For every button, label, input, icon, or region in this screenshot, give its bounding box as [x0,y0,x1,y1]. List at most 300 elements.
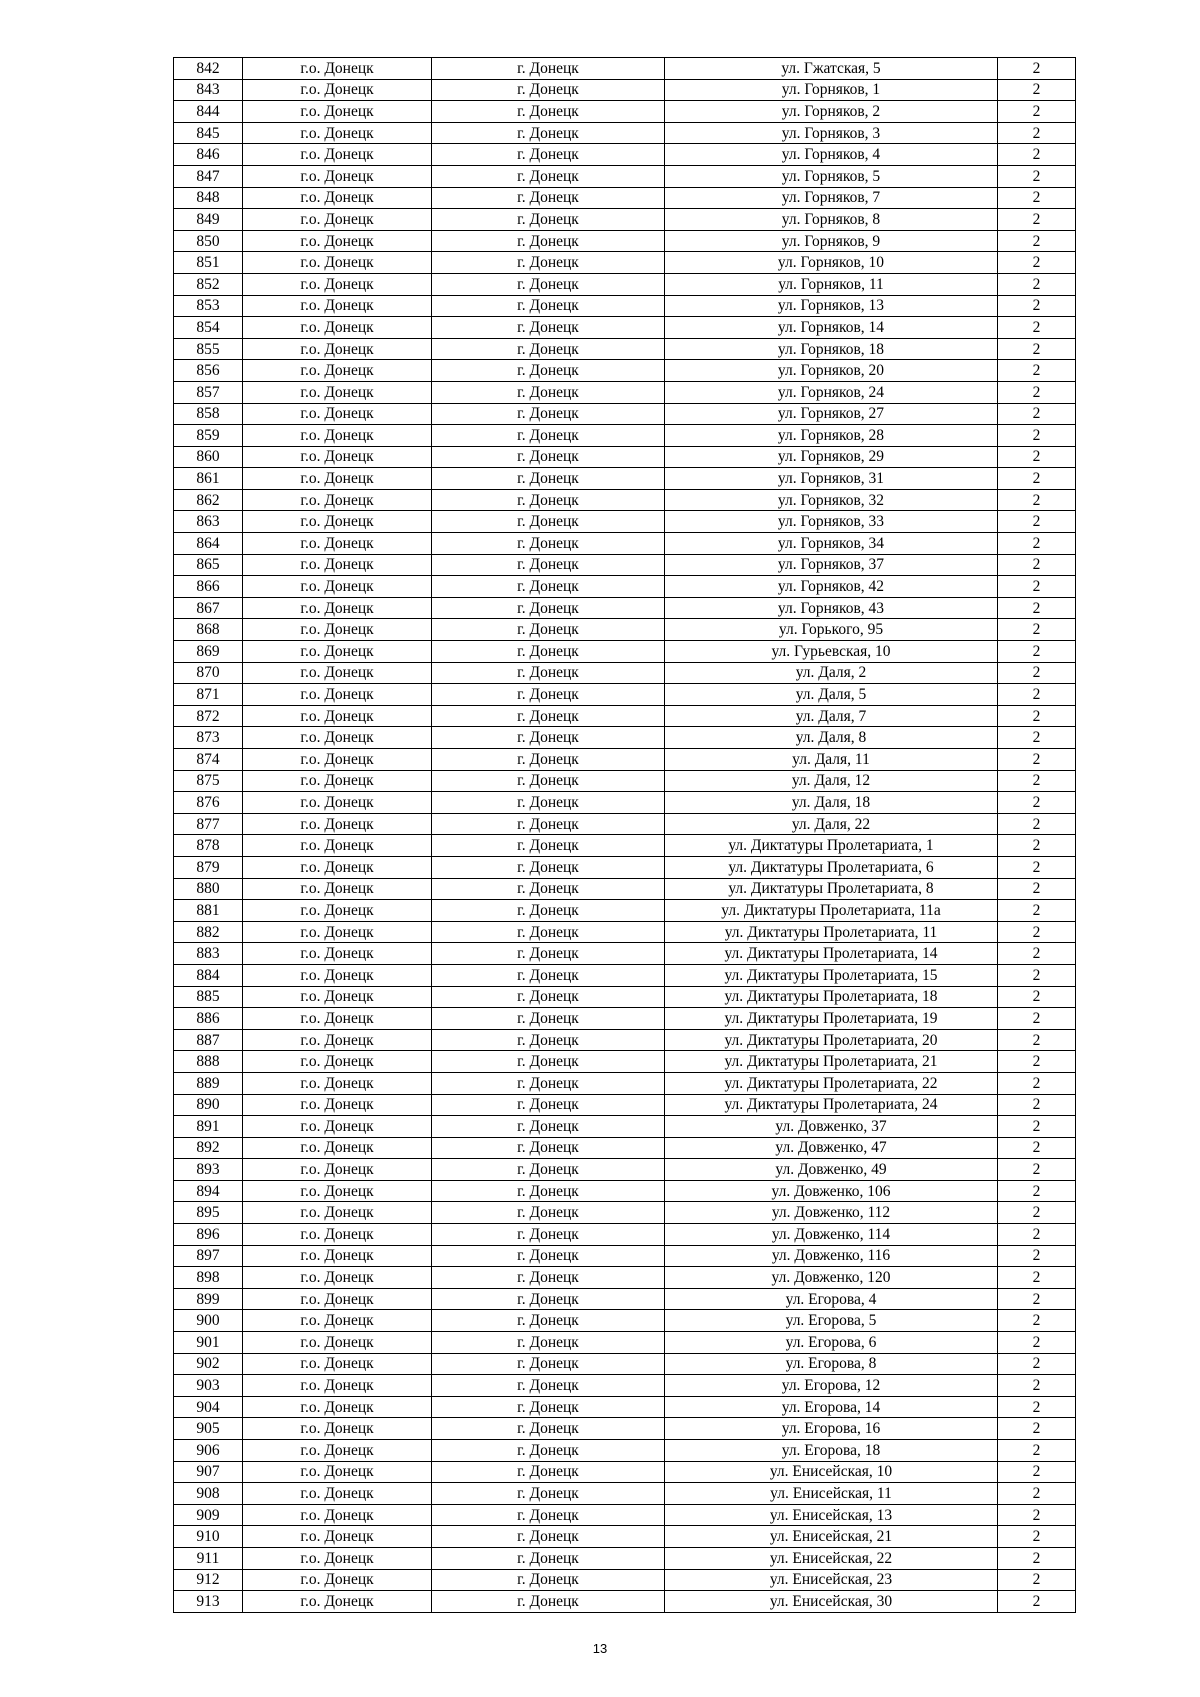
district-cell: г.о. Донецк [243,554,432,576]
table-row [174,641,1076,663]
city-cell: г. Донецк [432,576,665,598]
address-cell: ул. Довженко, 37 [665,1116,998,1138]
count-cell: 2 [998,360,1076,382]
table-row [174,1483,1076,1505]
district-cell: г.о. Донецк [243,1526,432,1548]
table-row [174,597,1076,619]
count-cell: 2 [998,878,1076,900]
address-cell: ул. Егорова, 5 [665,1310,998,1332]
address-cell: ул. Горняков, 34 [665,533,998,555]
table-row [174,1224,1076,1246]
address-cell: ул. Довженко, 116 [665,1245,998,1267]
district-cell: г.о. Донецк [243,1008,432,1030]
count-cell: 2 [998,1353,1076,1375]
address-cell: ул. Горняков, 7 [665,187,998,209]
table-row [174,58,1076,80]
address-cell: ул. Егорова, 14 [665,1396,998,1418]
district-cell: г.о. Донецк [243,813,432,835]
district-cell: г.о. Донецк [243,1418,432,1440]
city-cell: г. Донецк [432,662,665,684]
count-cell: 2 [998,1332,1076,1354]
address-cell: ул. Горняков, 37 [665,554,998,576]
city-cell: г. Донецк [432,230,665,252]
row-number-cell: 851 [174,252,243,274]
row-number-cell: 879 [174,856,243,878]
district-cell: г.о. Донецк [243,338,432,360]
count-cell: 2 [998,856,1076,878]
address-cell: ул. Горняков, 8 [665,209,998,231]
city-cell: г. Донецк [432,58,665,80]
district-cell: г.о. Донецк [243,295,432,317]
count-cell: 2 [998,1224,1076,1246]
row-number-cell: 911 [174,1547,243,1569]
district-cell: г.о. Донецк [243,1504,432,1526]
district-cell: г.о. Донецк [243,58,432,80]
city-cell: г. Донецк [432,792,665,814]
district-cell: г.о. Донецк [243,511,432,533]
city-cell: г. Донецк [432,900,665,922]
address-cell: ул. Даля, 18 [665,792,998,814]
district-cell: г.о. Донецк [243,165,432,187]
table-row [174,230,1076,252]
table-row [174,1288,1076,1310]
row-number-cell: 880 [174,878,243,900]
table-row [174,1051,1076,1073]
city-cell: г. Донецк [432,943,665,965]
count-cell: 2 [998,1440,1076,1462]
address-cell: ул. Горького, 95 [665,619,998,641]
count-cell: 2 [998,1137,1076,1159]
address-cell: ул. Енисейская, 22 [665,1547,998,1569]
city-cell: г. Донецк [432,1072,665,1094]
district-cell: г.о. Донецк [243,144,432,166]
count-cell: 2 [998,1526,1076,1548]
row-number-cell: 904 [174,1396,243,1418]
count-cell: 2 [998,1008,1076,1030]
table-row [174,1375,1076,1397]
district-cell: г.о. Донецк [243,1051,432,1073]
count-cell: 2 [998,1202,1076,1224]
district-cell: г.о. Донецк [243,641,432,663]
count-cell: 2 [998,727,1076,749]
row-number-cell: 893 [174,1159,243,1181]
row-number-cell: 842 [174,58,243,80]
city-cell: г. Донецк [432,533,665,555]
table-row [174,856,1076,878]
city-cell: г. Донецк [432,1137,665,1159]
row-number-cell: 844 [174,101,243,123]
count-cell: 2 [998,749,1076,771]
district-cell: г.о. Донецк [243,317,432,339]
address-cell: ул. Енисейская, 10 [665,1461,998,1483]
row-number-cell: 905 [174,1418,243,1440]
count-cell: 2 [998,619,1076,641]
district-cell: г.о. Донецк [243,727,432,749]
district-cell: г.о. Донецк [243,1332,432,1354]
table-row [174,1396,1076,1418]
city-cell: г. Донецк [432,597,665,619]
table-row [174,425,1076,447]
address-cell: ул. Енисейская, 11 [665,1483,998,1505]
city-cell: г. Донецк [432,317,665,339]
table-row [174,79,1076,101]
table-row [174,619,1076,641]
table-row [174,1310,1076,1332]
district-cell: г.о. Донецк [243,1375,432,1397]
table-row [174,489,1076,511]
table-row [174,684,1076,706]
table-row [174,468,1076,490]
district-cell: г.о. Донецк [243,597,432,619]
table-row [174,792,1076,814]
row-number-cell: 865 [174,554,243,576]
address-cell: ул. Диктатуры Пролетариата, 24 [665,1094,998,1116]
address-cell: ул. Горняков, 43 [665,597,998,619]
city-cell: г. Донецк [432,554,665,576]
city-cell: г. Донецк [432,770,665,792]
district-cell: г.о. Донецк [243,273,432,295]
district-cell: г.о. Донецк [243,878,432,900]
address-cell: ул. Даля, 12 [665,770,998,792]
count-cell: 2 [998,58,1076,80]
count-cell: 2 [998,165,1076,187]
count-cell: 2 [998,338,1076,360]
district-cell: г.о. Донецк [243,1029,432,1051]
row-number-cell: 845 [174,122,243,144]
count-cell: 2 [998,921,1076,943]
row-number-cell: 883 [174,943,243,965]
row-number-cell: 868 [174,619,243,641]
district-cell: г.о. Донецк [243,1288,432,1310]
address-table [173,57,1076,1613]
city-cell: г. Донецк [432,446,665,468]
city-cell: г. Донецк [432,1547,665,1569]
row-number-cell: 882 [174,921,243,943]
count-cell: 2 [998,813,1076,835]
city-cell: г. Донецк [432,101,665,123]
count-cell: 2 [998,381,1076,403]
count-cell: 2 [998,1094,1076,1116]
city-cell: г. Донецк [432,360,665,382]
city-cell: г. Донецк [432,684,665,706]
address-cell: ул. Диктатуры Пролетариата, 8 [665,878,998,900]
count-cell: 2 [998,770,1076,792]
district-cell: г.о. Донецк [243,921,432,943]
district-cell: г.о. Донецк [243,1569,432,1591]
district-cell: г.о. Донецк [243,533,432,555]
row-number-cell: 890 [174,1094,243,1116]
district-cell: г.о. Донецк [243,1396,432,1418]
table-row [174,1008,1076,1030]
row-number-cell: 856 [174,360,243,382]
district-cell: г.о. Донецк [243,770,432,792]
table-row [174,1029,1076,1051]
city-cell: г. Донецк [432,964,665,986]
row-number-cell: 872 [174,705,243,727]
district-cell: г.о. Донецк [243,576,432,598]
row-number-cell: 866 [174,576,243,598]
address-cell: ул. Гжатская, 5 [665,58,998,80]
district-cell: г.о. Донецк [243,489,432,511]
table-row [174,1137,1076,1159]
district-cell: г.о. Донецк [243,856,432,878]
row-number-cell: 908 [174,1483,243,1505]
address-table-body [174,58,1076,1613]
count-cell: 2 [998,252,1076,274]
address-cell: ул. Даля, 22 [665,813,998,835]
address-cell: ул. Горняков, 24 [665,381,998,403]
table-row [174,770,1076,792]
count-cell: 2 [998,1072,1076,1094]
address-cell: ул. Горняков, 5 [665,165,998,187]
table-row [174,533,1076,555]
district-cell: г.о. Донецк [243,662,432,684]
address-cell: ул. Горняков, 27 [665,403,998,425]
address-cell: ул. Горняков, 42 [665,576,998,598]
row-number-cell: 895 [174,1202,243,1224]
city-cell: г. Донецк [432,1245,665,1267]
row-number-cell: 849 [174,209,243,231]
table-row [174,101,1076,123]
city-cell: г. Донецк [432,641,665,663]
district-cell: г.о. Донецк [243,1137,432,1159]
row-number-cell: 875 [174,770,243,792]
city-cell: г. Донецк [432,511,665,533]
district-cell: г.о. Донецк [243,425,432,447]
count-cell: 2 [998,576,1076,598]
address-cell: ул. Диктатуры Пролетариата, 22 [665,1072,998,1094]
count-cell: 2 [998,943,1076,965]
count-cell: 2 [998,1310,1076,1332]
district-cell: г.о. Донецк [243,1245,432,1267]
address-cell: ул. Диктатуры Пролетариата, 19 [665,1008,998,1030]
row-number-cell: 909 [174,1504,243,1526]
district-cell: г.о. Донецк [243,252,432,274]
district-cell: г.о. Донецк [243,835,432,857]
address-cell: ул. Горняков, 13 [665,295,998,317]
row-number-cell: 894 [174,1180,243,1202]
table-row [174,295,1076,317]
count-cell: 2 [998,101,1076,123]
district-cell: г.о. Донецк [243,468,432,490]
row-number-cell: 869 [174,641,243,663]
district-cell: г.о. Донецк [243,619,432,641]
count-cell: 2 [998,1591,1076,1613]
address-cell: ул. Диктатуры Пролетариата, 11 [665,921,998,943]
city-cell: г. Донецк [432,1202,665,1224]
district-cell: г.о. Донецк [243,1461,432,1483]
city-cell: г. Донецк [432,1029,665,1051]
district-cell: г.о. Донецк [243,749,432,771]
row-number-cell: 891 [174,1116,243,1138]
row-number-cell: 848 [174,187,243,209]
address-cell: ул. Горняков, 4 [665,144,998,166]
city-cell: г. Донецк [432,1180,665,1202]
table-row [174,511,1076,533]
district-cell: г.о. Донецк [243,1591,432,1613]
city-cell: г. Донецк [432,1591,665,1613]
row-number-cell: 858 [174,403,243,425]
count-cell: 2 [998,273,1076,295]
district-cell: г.о. Донецк [243,792,432,814]
address-cell: ул. Довженко, 47 [665,1137,998,1159]
address-cell: ул. Егорова, 12 [665,1375,998,1397]
table-row [174,964,1076,986]
count-cell: 2 [998,1180,1076,1202]
address-cell: ул. Горняков, 11 [665,273,998,295]
table-row [174,1094,1076,1116]
table-row [174,381,1076,403]
address-cell: ул. Горняков, 2 [665,101,998,123]
city-cell: г. Донецк [432,338,665,360]
address-cell: ул. Довженко, 114 [665,1224,998,1246]
district-cell: г.о. Донецк [243,381,432,403]
address-cell: ул. Диктатуры Пролетариата, 20 [665,1029,998,1051]
table-row [174,1202,1076,1224]
city-cell: г. Донецк [432,1353,665,1375]
table-row [174,813,1076,835]
district-cell: г.о. Донецк [243,1353,432,1375]
row-number-cell: 862 [174,489,243,511]
city-cell: г. Донецк [432,122,665,144]
row-number-cell: 863 [174,511,243,533]
table-row [174,1591,1076,1613]
city-cell: г. Донецк [432,1375,665,1397]
district-cell: г.о. Донецк [243,403,432,425]
row-number-cell: 896 [174,1224,243,1246]
city-cell: г. Донецк [432,252,665,274]
district-cell: г.о. Донецк [243,1483,432,1505]
district-cell: г.о. Донецк [243,964,432,986]
district-cell: г.о. Донецк [243,360,432,382]
table-row [174,1072,1076,1094]
address-cell: ул. Егорова, 18 [665,1440,998,1462]
city-cell: г. Донецк [432,381,665,403]
table-row [174,662,1076,684]
table-row [174,749,1076,771]
row-number-cell: 867 [174,597,243,619]
district-cell: г.о. Донецк [243,101,432,123]
table-row [174,943,1076,965]
address-cell: ул. Даля, 8 [665,727,998,749]
count-cell: 2 [998,1569,1076,1591]
count-cell: 2 [998,489,1076,511]
city-cell: г. Донецк [432,1396,665,1418]
table-row [174,1418,1076,1440]
city-cell: г. Донецк [432,295,665,317]
count-cell: 2 [998,1547,1076,1569]
address-cell: ул. Диктатуры Пролетариата, 15 [665,964,998,986]
row-number-cell: 892 [174,1137,243,1159]
city-cell: г. Донецк [432,727,665,749]
table-row [174,317,1076,339]
table-row [174,878,1076,900]
address-cell: ул. Горняков, 28 [665,425,998,447]
city-cell: г. Донецк [432,1461,665,1483]
table-row [174,554,1076,576]
city-cell: г. Донецк [432,1332,665,1354]
address-cell: ул. Даля, 2 [665,662,998,684]
row-number-cell: 846 [174,144,243,166]
count-cell: 2 [998,684,1076,706]
address-cell: ул. Горняков, 10 [665,252,998,274]
address-cell: ул. Горняков, 18 [665,338,998,360]
city-cell: г. Донецк [432,403,665,425]
district-cell: г.о. Донецк [243,79,432,101]
table-row [174,165,1076,187]
city-cell: г. Донецк [432,468,665,490]
district-cell: г.о. Донецк [243,1547,432,1569]
row-number-cell: 852 [174,273,243,295]
district-cell: г.о. Донецк [243,1116,432,1138]
city-cell: г. Донецк [432,1159,665,1181]
address-cell: ул. Довженко, 120 [665,1267,998,1289]
count-cell: 2 [998,1418,1076,1440]
table-row [174,705,1076,727]
city-cell: г. Донецк [432,856,665,878]
count-cell: 2 [998,792,1076,814]
city-cell: г. Донецк [432,835,665,857]
address-cell: ул. Горняков, 3 [665,122,998,144]
city-cell: г. Донецк [432,144,665,166]
address-cell: ул. Даля, 7 [665,705,998,727]
address-cell: ул. Даля, 5 [665,684,998,706]
row-number-cell: 861 [174,468,243,490]
count-cell: 2 [998,295,1076,317]
district-cell: г.о. Донецк [243,230,432,252]
count-cell: 2 [998,900,1076,922]
table-row [174,122,1076,144]
count-cell: 2 [998,122,1076,144]
city-cell: г. Донецк [432,1267,665,1289]
count-cell: 2 [998,230,1076,252]
address-cell: ул. Горняков, 9 [665,230,998,252]
count-cell: 2 [998,1029,1076,1051]
city-cell: г. Донецк [432,165,665,187]
row-number-cell: 876 [174,792,243,814]
count-cell: 2 [998,1116,1076,1138]
address-cell: ул. Диктатуры Пролетариата, 18 [665,986,998,1008]
district-cell: г.о. Донецк [243,1072,432,1094]
address-cell: ул. Горняков, 31 [665,468,998,490]
row-number-cell: 871 [174,684,243,706]
district-cell: г.о. Донецк [243,187,432,209]
count-cell: 2 [998,835,1076,857]
row-number-cell: 898 [174,1267,243,1289]
city-cell: г. Донецк [432,209,665,231]
city-cell: г. Донецк [432,1418,665,1440]
table-row [174,1526,1076,1548]
address-cell: ул. Горняков, 32 [665,489,998,511]
address-cell: ул. Горняков, 1 [665,79,998,101]
district-cell: г.о. Донецк [243,1440,432,1462]
count-cell: 2 [998,187,1076,209]
address-cell: ул. Диктатуры Пролетариата, 21 [665,1051,998,1073]
table-row [174,1159,1076,1181]
row-number-cell: 870 [174,662,243,684]
district-cell: г.о. Донецк [243,943,432,965]
city-cell: г. Донецк [432,1483,665,1505]
address-cell: ул. Довженко, 49 [665,1159,998,1181]
row-number-cell: 874 [174,749,243,771]
count-cell: 2 [998,209,1076,231]
count-cell: 2 [998,1375,1076,1397]
city-cell: г. Донецк [432,813,665,835]
row-number-cell: 888 [174,1051,243,1073]
address-cell: ул. Егорова, 6 [665,1332,998,1354]
row-number-cell: 897 [174,1245,243,1267]
page-number: 13 [592,1641,608,1656]
